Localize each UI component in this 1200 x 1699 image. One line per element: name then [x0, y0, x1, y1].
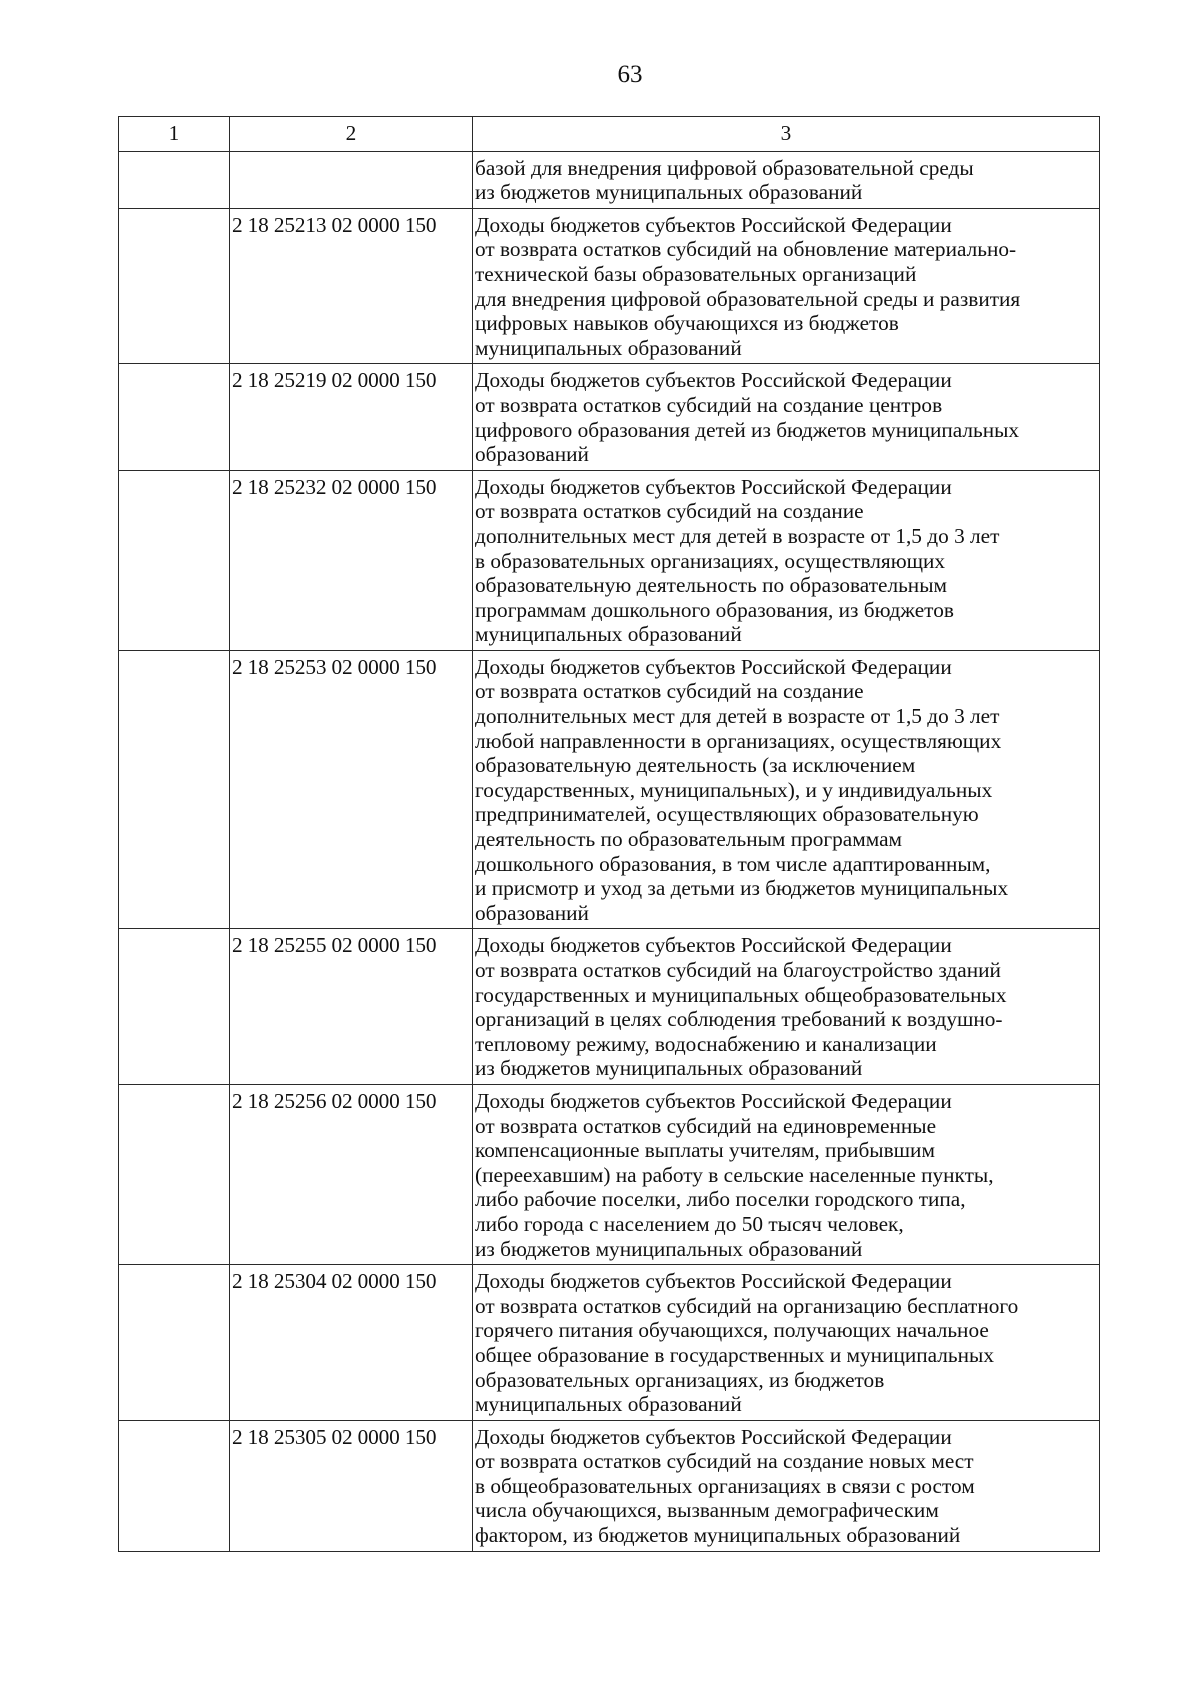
- column-1-cell: [119, 208, 230, 364]
- revenue-code-cell: 2 18 25232 02 0000 150: [230, 470, 473, 650]
- table-row: [119, 470, 1100, 650]
- revenue-description-cell: Доходы бюджетов субъектов Российской Федерации от возврата остатков субсидий на организацию бесплатного горячего питания обучающихся, получающих начальное общее образование в государственных и муниципальных образовательных организациях, из бюджетов муниципальных образований: [473, 1265, 1100, 1421]
- revenue-code-cell: 2 18 25304 02 0000 150: [230, 1265, 473, 1421]
- revenue-description-cell: Доходы бюджетов субъектов Российской Федерации от возврата остатков субсидий на создание центров цифрового образования детей из бюджетов муниципальных образований: [473, 364, 1100, 470]
- column-1-cell: [119, 650, 230, 929]
- column-1-cell: [119, 1265, 230, 1421]
- column-header-2: 2: [230, 117, 473, 152]
- column-1-cell: [119, 470, 230, 650]
- revenue-code-cell: 2 18 25256 02 0000 150: [230, 1084, 473, 1264]
- revenue-description-cell: Доходы бюджетов субъектов Российской Федерации от возврата остатков субсидий на создание дополнительных мест для детей в возрасте от 1,5 до 3 лет в образовательных организациях, осуществляющих образовательную деятельность по образовательным программам дошкольного образования, из бюджетов муниципальных образований: [473, 470, 1100, 650]
- revenue-description-cell: Доходы бюджетов субъектов Российской Федерации от возврата остатков субсидий на обновление материально- технической базы образовательных организаций для внедрения цифровой образовательной среды и развития цифровых навыков обучающихся из бюджетов муниципальных образований: [473, 208, 1100, 364]
- column-1-cell: [119, 929, 230, 1085]
- revenue-code-cell: 2 18 25213 02 0000 150: [230, 208, 473, 364]
- column-header-1: 1: [119, 117, 230, 152]
- revenue-description-cell: Доходы бюджетов субъектов Российской Федерации от возврата остатков субсидий на благоустройство зданий государственных и муниципальных общеобразовательных организаций в целях соблюдения требований к воздушно- тепловому режиму, водоснабжению и канализации из бюджетов муниципальных образований: [473, 929, 1100, 1085]
- column-header-3: 3: [473, 117, 1100, 152]
- revenue-code-cell: 2 18 25255 02 0000 150: [230, 929, 473, 1085]
- table-row: [119, 650, 1100, 929]
- table-row: [119, 1265, 1100, 1421]
- revenue-code-cell: 2 18 25253 02 0000 150: [230, 650, 473, 929]
- table-header-row: [119, 117, 1100, 152]
- revenue-description-cell: Доходы бюджетов субъектов Российской Федерации от возврата остатков субсидий на создание новых мест в общеобразовательных организациях в связи с ростом числа обучающихся, вызванным демографическим фактором, из бюджетов муниципальных образований: [473, 1420, 1100, 1551]
- revenue-description-cell: Доходы бюджетов субъектов Российской Федерации от возврата остатков субсидий на создание дополнительных мест для детей в возрасте от 1,5 до 3 лет любой направленности в организациях, осуществляющих образовательную деятельность (за исключением государственных, муниципальных), и у индивидуальных предпринимателей, осуществляющих образовательную деятельность по образовательным программам дошкольного образования, в том числе адаптированным, и присмотр и уход за детьми из бюджетов муниципальных образований: [473, 650, 1100, 929]
- column-1-cell: [119, 1420, 230, 1551]
- revenue-description-cell: Доходы бюджетов субъектов Российской Федерации от возврата остатков субсидий на единовременные компенсационные выплаты учителям, прибывшим (переехавшим) на работу в сельские населенные пункты, либо рабочие поселки, либо поселки городского типа, либо города с населением до 50 тысяч человек, из бюджетов муниципальных образований: [473, 1084, 1100, 1264]
- table-row: [119, 929, 1100, 1085]
- column-1-cell: [119, 364, 230, 470]
- table-row: [119, 364, 1100, 470]
- revenue-code-cell: 2 18 25305 02 0000 150: [230, 1420, 473, 1551]
- table-row: [119, 1420, 1100, 1551]
- revenue-code-cell: 2 18 25219 02 0000 150: [230, 364, 473, 470]
- table-row: [119, 1084, 1100, 1264]
- page-number: 63: [617, 61, 643, 88]
- revenue-description-cell: базой для внедрения цифровой образовательной среды из бюджетов муниципальных образований: [473, 151, 1100, 208]
- column-1-cell: [119, 1084, 230, 1264]
- table-row: [119, 151, 1100, 208]
- revenue-code-cell: [230, 151, 473, 208]
- column-1-cell: [119, 151, 230, 208]
- table-row: [119, 208, 1100, 364]
- revenue-codes-table: [118, 116, 1100, 1552]
